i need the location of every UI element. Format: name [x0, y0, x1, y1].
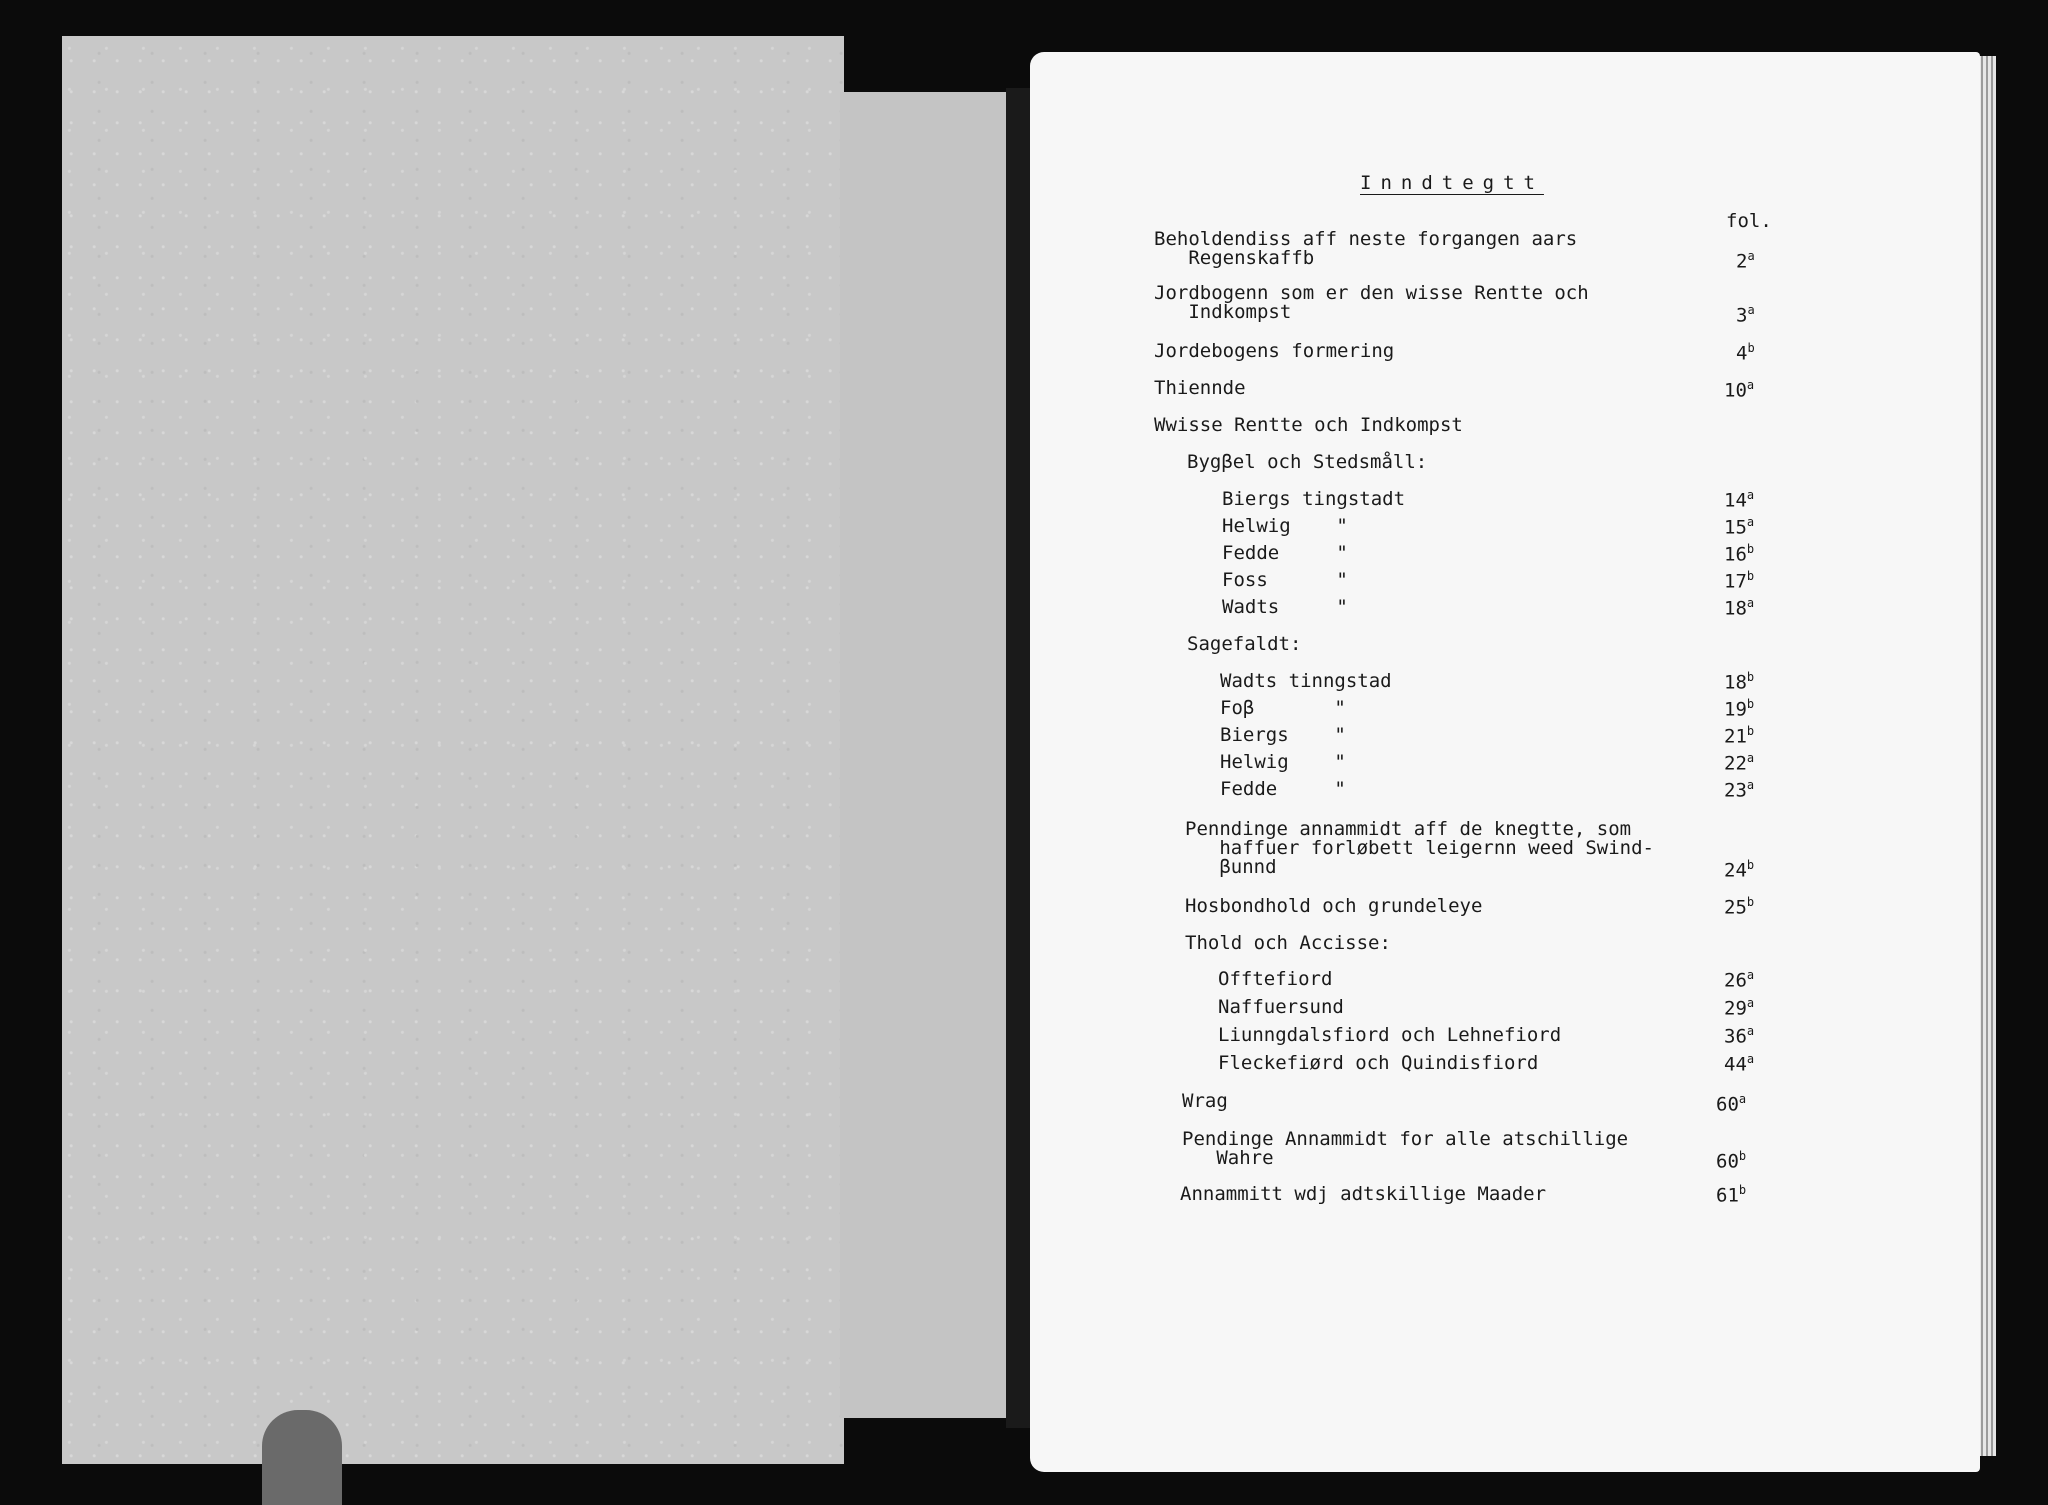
- entry-fol: 22$^a$: [1724, 751, 1755, 775]
- entry-fol: 18$^a$: [1724, 596, 1755, 620]
- entry-text: Foss ": [1222, 569, 1348, 591]
- entry-fol: 3$^a$: [1736, 303, 1755, 327]
- entry-text: Annammitt wdj adtskillige Maader: [1180, 1183, 1547, 1205]
- entry-fol: 60$^b$: [1716, 1149, 1747, 1173]
- entry-fol: 61$^b$: [1716, 1183, 1747, 1207]
- entry-text: Liunngdalsfiord och Lehnefiord: [1218, 1024, 1562, 1046]
- index-document: [1030, 52, 1980, 1472]
- entry-text: Fedde ": [1220, 778, 1346, 800]
- entry-text: Beholdendiss aff neste forgangen aars Regenskaffb: [1154, 228, 1578, 269]
- entry-fol: 24$^b$: [1724, 858, 1755, 882]
- entry-text: Helwig ": [1222, 515, 1348, 537]
- entry-text: Wadts tinngstad: [1220, 670, 1392, 692]
- left-cover-board-extension: [840, 92, 1008, 1418]
- section-heading: Bygβel och Stedsmåll:: [1187, 451, 1428, 473]
- entry-fol: 4$^b$: [1736, 341, 1755, 365]
- fol-header: fol.: [1726, 210, 1772, 232]
- book-spine: [1006, 88, 1032, 1428]
- entry-fol: 10$^a$: [1724, 378, 1755, 402]
- entry-text: Offtefiord: [1218, 968, 1333, 990]
- entry-text: Biergs tingstadt: [1222, 488, 1406, 510]
- entry-fol: 16$^b$: [1724, 542, 1755, 566]
- entry-fol: 15$^a$: [1724, 515, 1755, 539]
- entry-text: Thiennde: [1154, 377, 1246, 399]
- entry-text: Fleckefiørd och Quindisfiord: [1218, 1052, 1539, 1074]
- entry-text: Pendinge Annammidt for alle atschillige Wahre: [1182, 1128, 1629, 1169]
- entry-text: Wrag: [1182, 1090, 1228, 1112]
- page-title: Inndtegtt: [1360, 172, 1544, 194]
- left-cover-board: [62, 36, 844, 1464]
- entry-fol: 29$^a$: [1724, 996, 1755, 1020]
- thumb-holding-book: [262, 1410, 342, 1505]
- entry-fol: 44$^a$: [1724, 1052, 1755, 1076]
- entry-text: Biergs ": [1220, 724, 1346, 746]
- entry-text: Foβ ": [1220, 697, 1346, 719]
- entry-fol: 14$^a$: [1724, 488, 1755, 512]
- section-heading: Sagefaldt:: [1187, 633, 1302, 655]
- entry-text: Fedde ": [1222, 542, 1348, 564]
- entry-fol: 18$^b$: [1724, 670, 1755, 694]
- entry-fol: 17$^b$: [1724, 569, 1755, 593]
- section-heading: Thold och Accisse:: [1185, 932, 1391, 954]
- entry-text: Helwig ": [1220, 751, 1346, 773]
- entry-text: Naffuersund: [1218, 996, 1344, 1018]
- entry-text: Wadts ": [1222, 596, 1348, 618]
- entry-fol: 21$^b$: [1724, 724, 1755, 748]
- entry-fol: 25$^b$: [1724, 895, 1755, 919]
- entry-text: Wwisse Rentte och Indkompst: [1154, 414, 1463, 436]
- entry-fol: 23$^a$: [1724, 778, 1755, 802]
- entry-text: Penndinge annammidt aff de knegtte, som haffuer forløbett leigernn weed Swind- βunnd: [1185, 818, 1654, 878]
- entry-fol: 2$^a$: [1736, 249, 1755, 273]
- entry-fol: 36$^a$: [1724, 1024, 1755, 1048]
- entry-fol: 26$^a$: [1724, 968, 1755, 992]
- entry-fol: 60$^a$: [1716, 1092, 1747, 1116]
- entry-text: Jordbogenn som er den wisse Rentte och Indkompst: [1154, 282, 1589, 323]
- entry-fol: 19$^b$: [1724, 697, 1755, 721]
- entry-text: Hosbondhold och grundeleye: [1185, 895, 1483, 917]
- entry-text: Jordebogens formering: [1154, 340, 1395, 362]
